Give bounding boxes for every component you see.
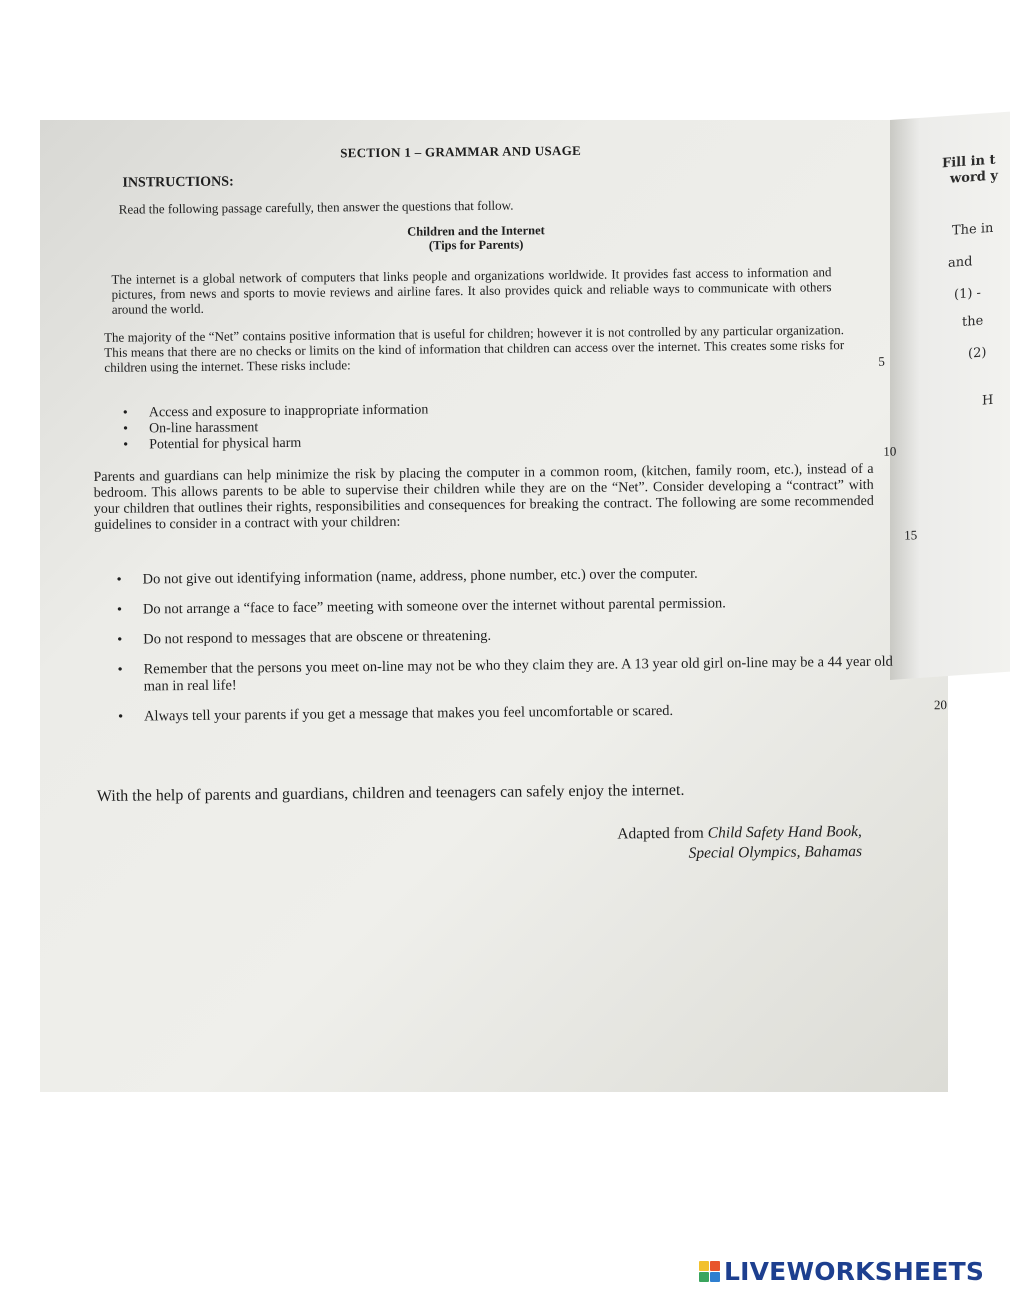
list-item: • Do not give out identifying information (name, address, phone number, etc.) over the computer. — [113, 564, 893, 589]
paragraph-1: The internet is a global network of computers that links people and organizations worldwide. It provides fast access to information and pictures, from news and sports to movie reviews and airline fares. It also provides quick and reliable ways to communicate with others around the world. — [111, 264, 832, 317]
source-prefix: Adapted from — [617, 824, 708, 843]
source-citation — [617, 822, 862, 865]
passage-heading — [331, 222, 621, 253]
list-item: • Potential for physical harm — [119, 431, 719, 453]
instructions-label: INSTRUCTIONS: — [122, 174, 234, 191]
icon-square — [710, 1261, 720, 1271]
guideline-list — [113, 564, 895, 739]
line-number: 10 — [883, 443, 897, 459]
side-fragment: The in — [952, 220, 994, 239]
worksheet-text — [90, 131, 948, 862]
icon-square — [699, 1261, 709, 1271]
paragraph-3: Parents and guardians can help minimize the risk by placing the computer in a common room, (kitchen, family room, etc.), instead of a bedroom. This allows parents to be able to supervise their children while they are on the “Net”. Consider developing a “contract” with your children that outlines their rights, responsibilities and consequences for breaking the contract. The following are some recommended guidelines to consider in a contract with your children: — [93, 461, 874, 533]
line-number: 20 — [933, 697, 948, 713]
closing-sentence: With the help of parents and guardians, children and teenagers can safely enjoy the internet. — [96, 781, 685, 805]
section-title: SECTION 1 – GRAMMAR AND USAGE — [340, 142, 582, 161]
risk-list — [119, 399, 719, 453]
side-fragment: (1) - — [954, 285, 981, 303]
source-org: Special Olympics, Bahamas — [688, 842, 863, 862]
passage-subtitle: (Tips for Parents) — [428, 237, 524, 253]
intro-text: Read the following passage carefully, then answer the questions that follow. — [118, 197, 514, 217]
list-item: • Do not arrange a “face to face” meeting with someone over the internet without parental permission. — [113, 594, 893, 619]
source-book: Child Safety Hand Book, — [707, 822, 862, 842]
list-item: • On-line harassment — [119, 415, 719, 437]
paragraph-2: The majority of the “Net” contains positive information that is useful for children; however it is not controlled by any particular organization. This means that there are no checks or limits on the kind of information that children can access over the internet. This creates some risks for children using the internet. These risks include: — [103, 322, 845, 375]
icon-square — [710, 1272, 720, 1282]
list-item: • Access and exposure to inappropriate information — [119, 399, 719, 421]
list-item: • Do not respond to messages that are obscene or threatening. — [113, 624, 893, 649]
list-item: • Always tell your parents if you get a message that makes you feel uncomfortable or scared. — [114, 701, 894, 726]
scanned-photo — [40, 120, 998, 1092]
line-number: 5 — [878, 353, 885, 369]
side-fragment: the — [962, 313, 984, 330]
list-item: • Remember that the persons you meet on-line may not be who they claim they are. A 13 year old girl on-line may be a 44 year old man in real life! — [113, 654, 893, 696]
side-fragment: and — [948, 254, 973, 271]
brand-name: LIVEWORKSHEETS — [724, 1256, 985, 1286]
liveworksheets-icon — [699, 1261, 720, 1282]
icon-square — [699, 1272, 709, 1282]
side-fragment: Fill in t — [942, 152, 996, 172]
adjacent-page — [890, 112, 1010, 680]
side-fragment: (2) — [968, 345, 987, 362]
line-number: 15 — [904, 527, 918, 543]
side-fragment: word y — [950, 168, 998, 187]
passage-title: Children and the Internet — [407, 223, 545, 239]
side-fragment: H — [982, 392, 994, 409]
liveworksheets-logo — [699, 1256, 984, 1286]
